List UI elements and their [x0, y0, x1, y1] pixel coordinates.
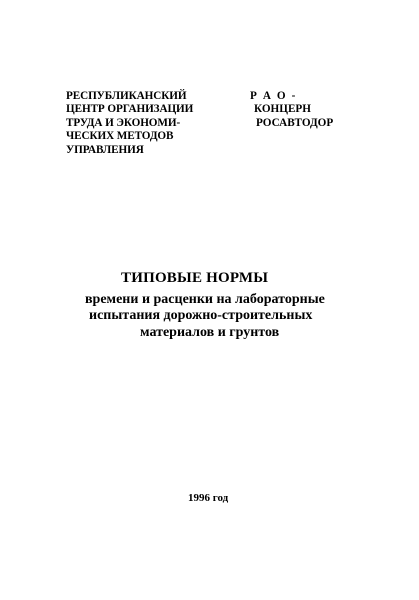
- right-org-line: РОСАВТОДОР: [256, 116, 334, 129]
- document-subtitle-line: времени и расценки на лабораторные: [85, 292, 325, 307]
- left-org-line: ЧЕСКИХ МЕТОДОВ: [66, 130, 174, 143]
- left-org-line: ЦЕНТР ОРГАНИЗАЦИИ: [66, 103, 194, 116]
- document-subtitle-line: материалов и грунтов: [140, 325, 280, 340]
- publication-year: 1996 год: [188, 492, 229, 504]
- document-subtitle-line: испытания дорожно-строительных: [89, 308, 313, 323]
- left-organization-block: [66, 90, 256, 157]
- document-title: ТИПОВЫЕ НОРМЫ: [121, 270, 269, 286]
- right-org-line: Р А О -: [250, 90, 297, 102]
- right-organization-block: [250, 90, 400, 130]
- right-org-line: КОНЦЕРН: [254, 103, 311, 116]
- left-org-line: УПРАВЛЕНИЯ: [66, 143, 144, 156]
- left-org-line: ТРУДА И ЭКОНОМИ-: [66, 116, 181, 129]
- left-org-line: РЕСПУБЛИКАНСКИЙ: [66, 90, 187, 102]
